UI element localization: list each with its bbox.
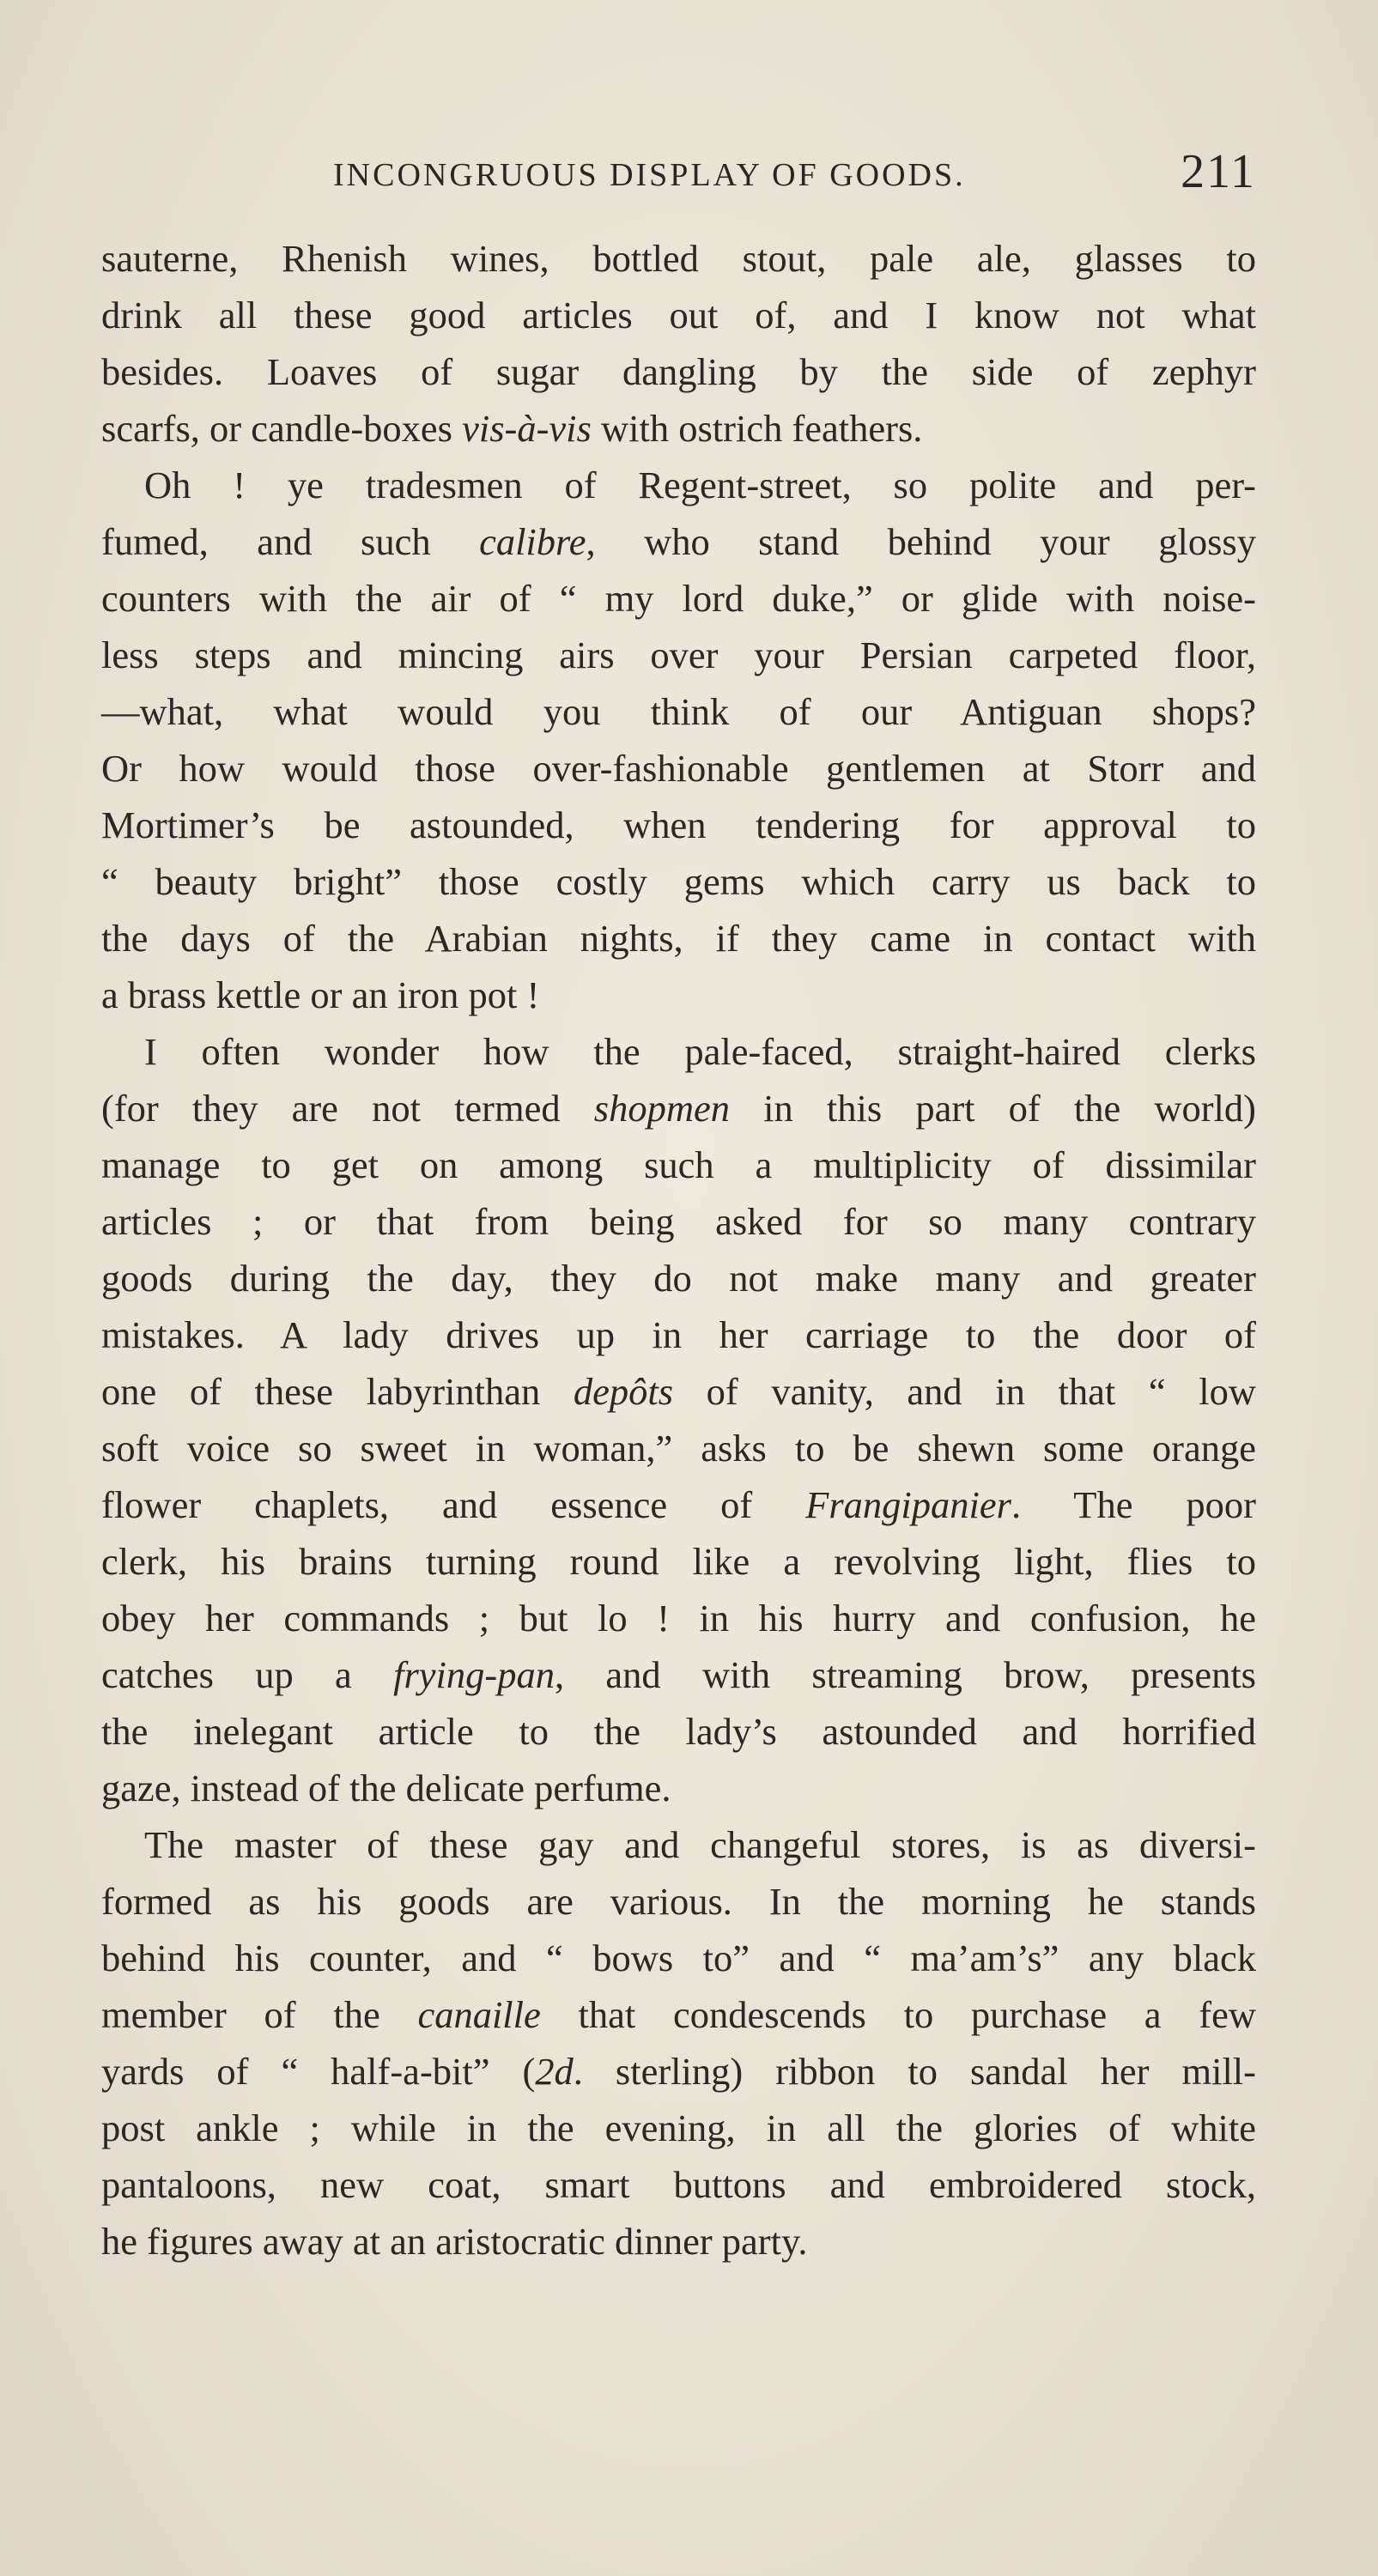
text-line: manage to get on among such a multiplicity of dissimilar: [101, 1143, 1256, 1186]
text-line: pantaloons, new coat, smart buttons and embroidered stock,: [101, 2163, 1256, 2206]
text-line: catches up a frying-pan, and with streaming brow, presents: [101, 1653, 1256, 1696]
text-line: fumed, and such calibre, who stand behind your glossy: [101, 520, 1256, 563]
text-line: counters with the air of “ my lord duke,” or glide with noise-: [101, 577, 1256, 620]
text-line: clerk, his brains turning round like a revolving light, flies to: [101, 1540, 1256, 1583]
text-line: articles ; or that from being asked for so many contrary: [101, 1200, 1256, 1243]
text-line: one of these labyrinthan depôts of vanity, and in that “ low: [101, 1370, 1256, 1413]
text-line: less steps and mincing airs over your Persian carpeted floor,: [101, 633, 1256, 676]
text-line: soft voice so sweet in woman,” asks to be shewn some orange: [101, 1427, 1256, 1470]
text-line: drink all these good articles out of, and I know not what: [101, 294, 1256, 336]
text-line: gaze, instead of the delicate perfume.: [101, 1767, 671, 1809]
paragraph-1: [101, 230, 1256, 457]
text-line: (for they are not termed shopmen in this part of the world): [101, 1087, 1256, 1130]
text-line: he figures away at an aristocratic dinner party.: [101, 2220, 808, 2263]
text-line: Oh ! ye tradesmen of Regent-street, so polite and per-: [144, 464, 1256, 506]
page-header: [101, 144, 1256, 204]
paragraph-4: [101, 1816, 1256, 2270]
paragraph-2: [101, 457, 1256, 1023]
text-line: obey her commands ; but lo ! in his hurry and confusion, he: [101, 1597, 1256, 1640]
text-line: scarfs, or candle-boxes vis-à-vis with ostrich feathers.: [101, 407, 923, 450]
running-title: INCONGRUOUS DISPLAY OF GOODS.: [333, 157, 966, 193]
text-line: the inelegant article to the lady’s astounded and horrified: [101, 1710, 1256, 1753]
text-line: besides. Loaves of sugar dangling by the side of zephyr: [101, 350, 1256, 393]
text-line: —what, what would you think of our Antiguan shops?: [101, 690, 1256, 733]
text-line: yards of “ half-a-bit” (2d. sterling) ribbon to sandal her mill-: [101, 2050, 1256, 2093]
text-line: The master of these gay and changeful stores, is as diversi-: [144, 1823, 1256, 1866]
text-line: sauterne, Rhenish wines, bottled stout, pale ale, glasses to: [101, 237, 1256, 280]
text-line: Or how would those over-fashionable gentlemen at Storr and: [101, 747, 1256, 790]
text-line: formed as his goods are various. In the morning he stands: [101, 1880, 1256, 1923]
text-line: the days of the Arabian nights, if they came in contact with: [101, 917, 1256, 960]
text-line: I often wonder how the pale-faced, straight-haired clerks: [144, 1030, 1256, 1073]
text-line: mistakes. A lady drives up in her carriage to the door of: [101, 1313, 1256, 1356]
text-line: goods during the day, they do not make many and greater: [101, 1257, 1256, 1300]
text-line: member of the canaille that condescends to purchase a few: [101, 1993, 1256, 2036]
body-text: [101, 230, 1256, 2270]
text-line: a brass kettle or an iron pot !: [101, 973, 540, 1016]
page-number: 211: [1181, 145, 1256, 198]
text-line: flower chaplets, and essence of Frangipanier. The poor: [101, 1483, 1256, 1526]
text-line: post ankle ; while in the evening, in all the glories of white: [101, 2106, 1256, 2149]
paragraph-3: [101, 1023, 1256, 1816]
text-line: “ beauty bright” those costly gems which carry us back to: [101, 860, 1256, 903]
text-line: behind his counter, and “ bows to” and “ ma’am’s” any black: [101, 1937, 1256, 1979]
text-line: Mortimer’s be astounded, when tendering for approval to: [101, 803, 1256, 846]
